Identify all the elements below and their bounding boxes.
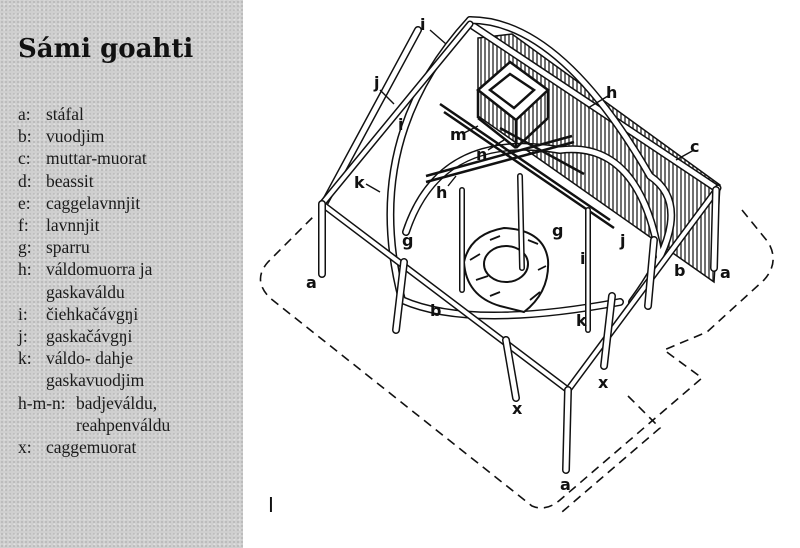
legend-key: b:	[18, 126, 32, 147]
label-i-left: i	[398, 115, 404, 134]
legend-text: gaskačávgŋi	[46, 326, 133, 347]
legend-text: váldo- dahje gaskavuodjim	[46, 348, 145, 391]
label-k-right: k	[576, 311, 587, 330]
legend-text: lavnnjit	[46, 215, 100, 236]
label-k-left: k	[354, 173, 365, 192]
legend-key: h-m-n:	[18, 392, 66, 413]
goahti-illustration	[243, 0, 800, 548]
legend-text: muttar-muorat	[46, 148, 147, 169]
legend-text: beassit	[46, 170, 94, 191]
legend-item-a	[18, 103, 170, 125]
label-c: c	[690, 137, 700, 156]
legend-key: i:	[18, 303, 28, 324]
label-a-left: a	[306, 273, 317, 292]
legend-text: badjeváldu, reahpenváldu	[76, 392, 171, 435]
legend-key: x:	[18, 437, 32, 458]
legend-item-f	[18, 214, 170, 236]
label-b-right: b	[674, 261, 686, 280]
label-h-right: h	[606, 83, 618, 102]
legend-item-i	[18, 303, 170, 325]
figure-number: I	[268, 493, 274, 517]
label-a-right: a	[720, 263, 731, 282]
label-a-front: a	[560, 475, 571, 494]
label-j-left: j	[374, 73, 380, 92]
legend-key: h:	[18, 259, 32, 280]
goahti-diagram	[243, 0, 800, 548]
legend-panel	[0, 0, 243, 548]
legend-key: c:	[18, 148, 31, 169]
legend-item-k	[18, 347, 170, 391]
legend-text: sparru	[46, 237, 90, 258]
legend-text: váldomuorra ja gaskaváldu	[46, 259, 153, 302]
legend-item-e	[18, 192, 170, 214]
label-n: n	[476, 145, 488, 164]
entrance-outline	[562, 396, 660, 512]
legend-text: caggemuorat	[46, 437, 137, 458]
legend-text: stáfal	[46, 104, 84, 124]
legend-item-c	[18, 147, 170, 169]
legend-item-b	[18, 125, 170, 147]
legend-text: čiehkačávgŋi	[46, 303, 139, 324]
legend-title: Sámi goahti	[18, 34, 194, 64]
label-m: m	[450, 125, 467, 144]
legend-item-g	[18, 236, 170, 258]
legend-item-h	[18, 258, 170, 302]
label-g-left: g	[402, 231, 414, 250]
legend-item-h-m-n	[18, 392, 170, 436]
legend-key: j:	[18, 326, 28, 347]
label-x-left: x	[512, 399, 523, 418]
legend-key: k:	[18, 348, 32, 369]
legend-item-d	[18, 170, 170, 192]
legend-text: vuodjim	[46, 126, 105, 147]
label-h-left: h	[436, 183, 448, 202]
legend-key: d:	[18, 170, 32, 191]
legend-key: a:	[18, 104, 31, 124]
label-j-right: j	[620, 231, 626, 250]
legend-item-j	[18, 325, 170, 347]
legend-key: g:	[18, 237, 32, 258]
label-g-right: g	[552, 221, 564, 240]
legend-item-x	[18, 436, 170, 458]
label-x-right: x	[598, 373, 609, 392]
legend-key: f:	[18, 215, 29, 236]
legend-text: caggelavnnjit	[46, 192, 141, 213]
label-i-right: i	[580, 249, 586, 268]
legend-list	[18, 103, 170, 458]
label-i-top: i	[420, 15, 426, 34]
hearth	[464, 228, 548, 312]
label-b-left: b	[430, 301, 442, 320]
legend-key: e:	[18, 192, 31, 213]
